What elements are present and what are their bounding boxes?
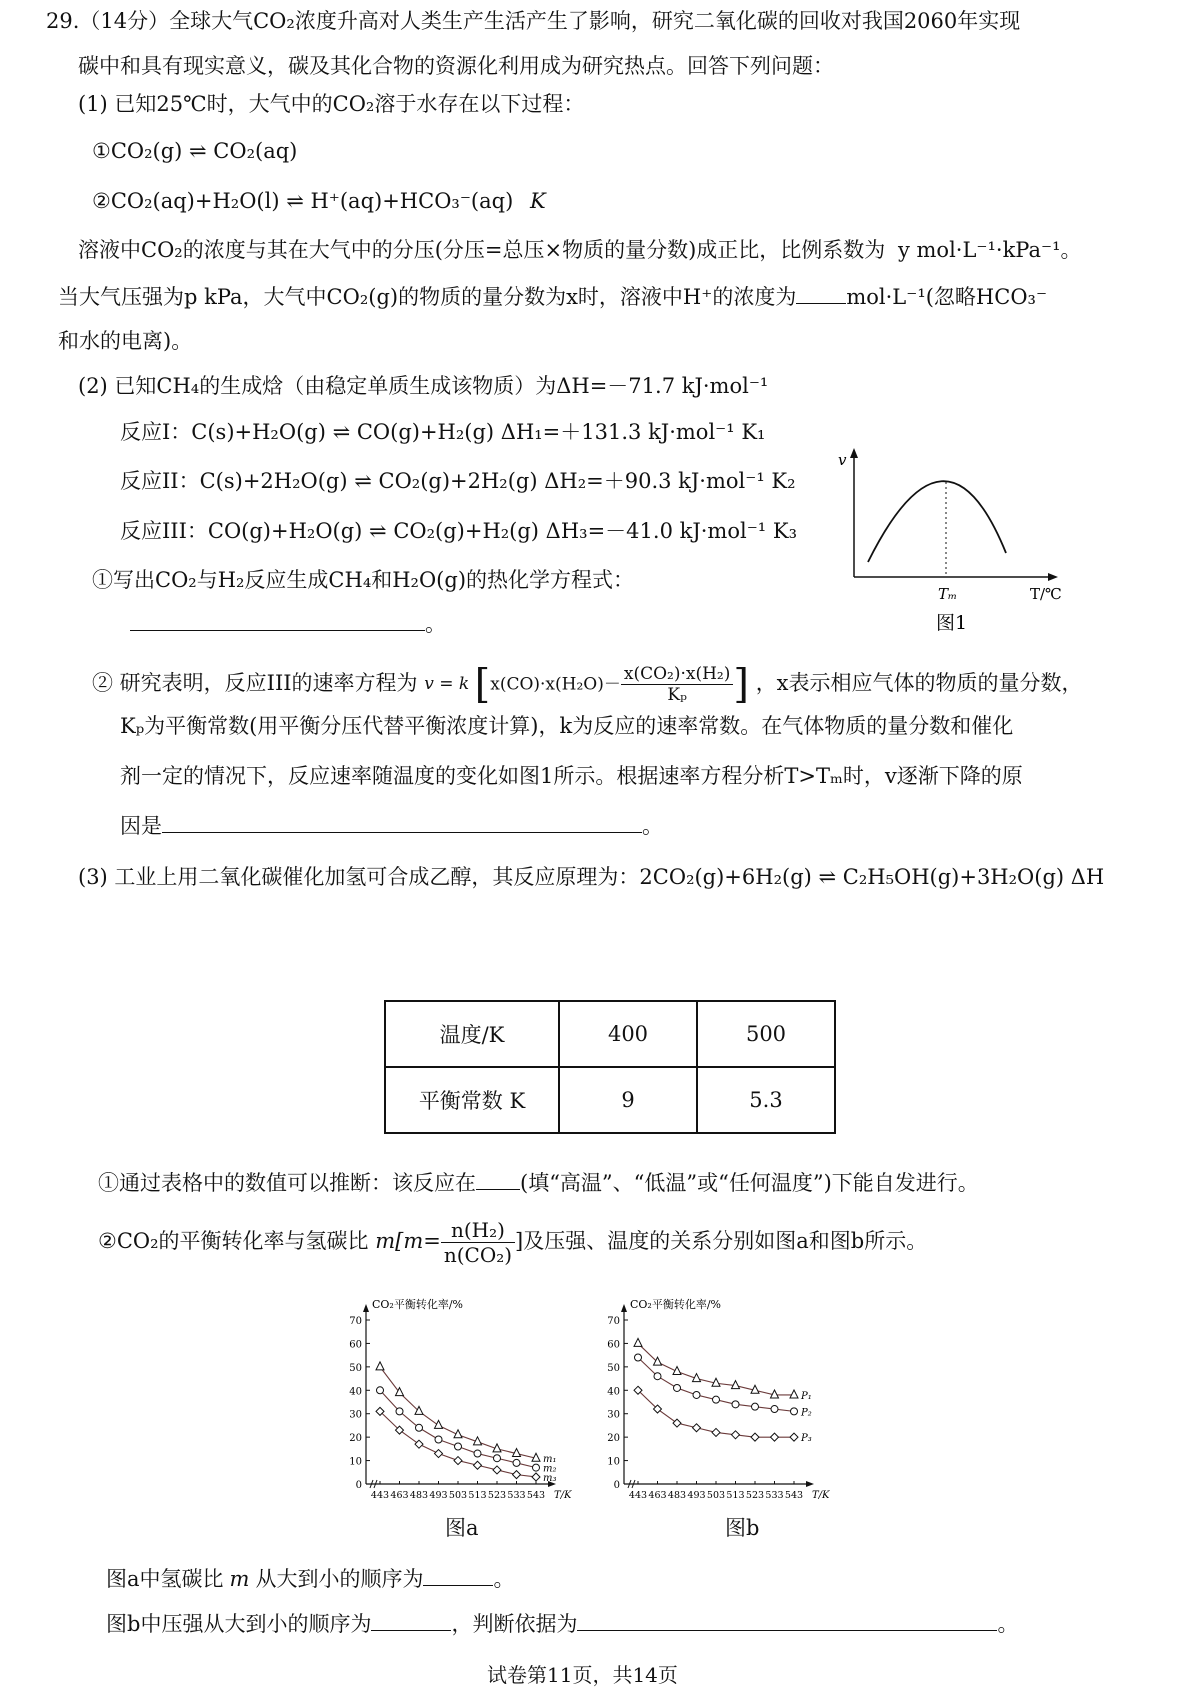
part1-text-1-body: 溶液中CO₂的浓度与其在大气中的分压(分压=总压×物质的量分数)成正比，比例系数为 xyxy=(78,238,886,262)
chart-b-y-tick-label: 50 xyxy=(607,1362,620,1374)
reaction-3: 反应III：CO(g)+H₂O(g) ⇌ CO₂(g)+H₂(g) ΔH₃=－41.0 kJ·mol⁻¹ K₃ xyxy=(120,519,797,543)
answer-blank-p-reason[interactable] xyxy=(577,1608,997,1631)
question-header-cont: 碳中和具有现实意义，碳及其化合物的资源化利用成为研究热点。回答下列问题： xyxy=(78,54,834,78)
chart-b-point xyxy=(712,1428,720,1436)
figure-1-tick-tm: Tₘ xyxy=(938,585,958,603)
part1-text-2a: 当大气压强为 xyxy=(58,285,184,309)
chart-b-y-arrow xyxy=(621,1304,627,1312)
chart-b-point xyxy=(635,1354,642,1361)
chart-b-point xyxy=(790,1433,798,1441)
chart-b-x-tick-label: 533 xyxy=(765,1490,784,1501)
reaction-2: 反应II：C(s)+2H₂O(g) ⇌ CO₂(g)+2H₂(g) ΔH₂=＋90.3 kJ·mol⁻¹ K₂ xyxy=(120,469,796,493)
chart-a-x-tick-label: 443 xyxy=(370,1490,390,1501)
table-cell: 5.3 xyxy=(697,1067,835,1133)
part2-q2a: ② 研究表明，反应III的速率方程为 xyxy=(92,671,418,695)
chart-a-y-tick-label: 50 xyxy=(349,1362,362,1374)
equation-1: ①CO₂(g) ⇌ CO₂(aq) xyxy=(92,139,298,163)
chart-b-x-label: T/K xyxy=(812,1490,830,1501)
chart-a-y-arrow xyxy=(363,1304,369,1312)
page-footer: 试卷第11页，共14页 xyxy=(487,1663,678,1687)
chart-a-x-tick-label: 533 xyxy=(507,1490,526,1501)
chart-b-point xyxy=(791,1408,798,1415)
part1-text-3: 和水的电离)。 xyxy=(58,329,193,353)
rate-den: Kₚ xyxy=(667,685,687,706)
chart-a-point xyxy=(435,1436,442,1443)
answer-blank-m-order[interactable] xyxy=(423,1563,493,1586)
chart-a-point xyxy=(435,1420,443,1428)
chart-a-point xyxy=(435,1450,443,1458)
chart-b-x-tick-label: 523 xyxy=(745,1490,765,1501)
part3-q2m: m[m= xyxy=(375,1229,441,1253)
chart-b-point xyxy=(673,1419,681,1427)
chart-a-title: CO₂平衡转化率/% xyxy=(372,1298,464,1311)
chart-b-x-tick-label: 463 xyxy=(648,1490,667,1501)
ratio-num: n(H₂) xyxy=(441,1218,515,1243)
chart-b-point xyxy=(752,1403,759,1410)
answer-blank-h-concentration[interactable] xyxy=(796,281,846,304)
chart-a-caption: 图a xyxy=(445,1516,479,1540)
table-row xyxy=(385,1001,835,1067)
chart-b-y-tick-label: 10 xyxy=(607,1456,620,1468)
part2-q2c: Kₚ为平衡常数(用平衡分压代替平衡浓度计算)，k为反应的速率常数。在气体物质的量分数和催化 xyxy=(120,714,1014,738)
chart-b-title: CO₂平衡转化率/% xyxy=(630,1298,722,1311)
chart-b-series-line-1 xyxy=(638,1343,794,1395)
chart-a-point xyxy=(415,1440,423,1448)
part1-text-1-unit: y mol·L⁻¹·kPa⁻¹。 xyxy=(897,238,1082,262)
answer-blank-spontaneous[interactable] xyxy=(476,1167,520,1190)
chart-a-point xyxy=(513,1459,520,1466)
chart-a-x-tick-label: 513 xyxy=(468,1490,487,1501)
chart-b-point xyxy=(654,1357,662,1365)
chart-a-point xyxy=(493,1466,501,1474)
chart-a-point xyxy=(513,1471,521,1479)
part3-q3 xyxy=(106,1563,514,1594)
chart-a-y-tick-label: 70 xyxy=(349,1316,362,1327)
chart-b-series-label: P₁ xyxy=(801,1390,812,1402)
chart-b-x-tick-label: 543 xyxy=(784,1490,804,1501)
chart-b-point xyxy=(732,1381,740,1389)
reaction-1: 反应I：C(s)+H₂O(g) ⇌ CO(g)+H₂(g) ΔH₁=＋131.3 kJ·mol⁻¹ K₁ xyxy=(120,420,766,444)
part1-text-2c: x时，溶液中H⁺的浓度为 xyxy=(566,285,797,309)
part1-text-2d: mol·L⁻¹(忽略HCO₃⁻ xyxy=(846,285,1048,309)
chart-b-y-tick-label: 20 xyxy=(607,1433,620,1445)
answer-blank-rate-reason[interactable] xyxy=(162,810,642,833)
part3-q2 xyxy=(98,1212,927,1270)
chart-a-x-tick-label: 503 xyxy=(448,1490,468,1501)
chart-a-x-tick-label: 543 xyxy=(526,1490,546,1501)
rate-inner: x(CO)·x(H₂O)－ xyxy=(490,674,621,695)
chart-a-series-label: m₃ xyxy=(543,1472,557,1484)
equation-2-k: K xyxy=(529,189,546,213)
chart-b-point xyxy=(634,1338,642,1346)
part3-q4b: ，判断依据为 xyxy=(451,1612,578,1636)
chart-b-y-tick-label: 60 xyxy=(607,1339,620,1351)
part2-q2d: 剂一定的情况下，反应速率随温度的变化如图1所示。根据速率方程分析T>Tₘ时，v逐渐下降的原 xyxy=(120,764,1023,788)
chart-a-series-label: m₂ xyxy=(543,1463,557,1475)
part3-q4end: 。 xyxy=(997,1612,1019,1636)
chart-b-x-tick-label: 513 xyxy=(726,1490,745,1501)
chart-b-y-tick-label: 30 xyxy=(607,1409,620,1421)
chart-b-x-tick-label: 503 xyxy=(706,1490,726,1501)
table-cell: 温度/K xyxy=(385,1001,559,1067)
equilibrium-table xyxy=(384,1000,836,1134)
chart-b-point xyxy=(693,1424,701,1432)
chart-a-point xyxy=(474,1450,481,1457)
chart-b-series-label: P₃ xyxy=(801,1433,812,1445)
part3-q3b: 从大到小的顺序为 xyxy=(255,1567,424,1591)
question-header: 29.（14分）全球大气CO₂浓度升高对人类生产生活产生了影响，研究二氧化碳的回收对我国2060年实现 xyxy=(46,9,1021,33)
rate-num: x(CO₂)·x(H₂) xyxy=(621,664,734,685)
chart-a-point xyxy=(454,1457,462,1465)
equation-2-body: ②CO₂(aq)+H₂O(l) ⇌ H⁺(aq)+HCO₃⁻(aq) xyxy=(92,189,514,213)
part1-text-2b: p kPa，大气中CO₂(g)的物质的量分数为 xyxy=(184,285,567,309)
rate-fraction xyxy=(621,664,734,705)
chart-b-point xyxy=(751,1433,759,1441)
chart-a-y-tick-label: 60 xyxy=(349,1339,362,1351)
part2-intro: (2) 已知CH₄的生成焓（由稳定单质生成该物质）为ΔH=－71.7 kJ·mol⁻¹ xyxy=(78,374,769,398)
chart-a-x-tick-label: 483 xyxy=(409,1490,429,1501)
chart-a-y-tick-label: 10 xyxy=(349,1456,362,1468)
figure-1-caption: 图1 xyxy=(936,612,968,634)
chart-b-point xyxy=(790,1390,798,1398)
chart-a-point xyxy=(396,1408,403,1415)
part2-q2-line1 xyxy=(92,660,1083,706)
chart-a-point xyxy=(532,1473,540,1481)
part3-q1a: ①通过表格中的数值可以推断：该反应在 xyxy=(98,1171,476,1195)
chart-a-x-tick-label: 523 xyxy=(487,1490,507,1501)
part3-q2a: ②CO₂的平衡转化率与氢碳比 xyxy=(98,1229,369,1253)
chart-a-point xyxy=(376,1362,384,1370)
part2-q2e xyxy=(120,810,663,841)
chart-b-point xyxy=(693,1391,700,1398)
table-cell: 400 xyxy=(559,1001,697,1067)
part3-q1 xyxy=(98,1167,979,1198)
equation-2 xyxy=(92,186,546,216)
chart-a xyxy=(340,1292,600,1512)
chart-a-y-tick-label: 40 xyxy=(349,1386,362,1398)
chart-a-point xyxy=(455,1443,462,1450)
chart-a-y-tick-label: 20 xyxy=(349,1433,362,1445)
part1-text-1 xyxy=(78,235,1082,265)
part3-intro: (3) 工业上用二氧化碳催化加氢可合成乙醇，其反应原理为：2CO₂(g)+6H₂(g) ⇌ C₂H₅OH(g)+3H₂O(g) ΔH xyxy=(78,865,1105,889)
chart-a-x-tick-label: 463 xyxy=(390,1490,409,1501)
chart-b-y-tick-label: 70 xyxy=(607,1316,620,1327)
part3-q3m: m xyxy=(229,1567,250,1591)
chart-a-point xyxy=(494,1455,501,1462)
part2-q1-answer xyxy=(130,608,446,639)
chart-b-point xyxy=(732,1431,740,1439)
chart-a-point xyxy=(377,1387,384,1394)
rate-lhs: v = k xyxy=(424,674,470,695)
chart-b-y-tick-label: 0 xyxy=(613,1480,620,1491)
part3-q3a: 图a中氢碳比 xyxy=(106,1567,224,1591)
chart-a-point xyxy=(474,1461,482,1469)
figure-1 xyxy=(830,445,1070,635)
chart-a-x-tick-label: 493 xyxy=(429,1490,448,1501)
part2-q2e-end: 。 xyxy=(642,814,663,838)
chart-b-point xyxy=(674,1384,681,1391)
chart-b-x-tick-label: 443 xyxy=(628,1490,648,1501)
table-cell: 9 xyxy=(559,1067,697,1133)
chart-b-point xyxy=(713,1396,720,1403)
chart-b-caption: 图b xyxy=(725,1516,760,1540)
part2-q1: ①写出CO₂与H₂反应生成CH₄和H₂O(g)的热化学方程式： xyxy=(92,568,635,592)
chart-b-y-tick-label: 40 xyxy=(607,1386,620,1398)
part3-q4 xyxy=(106,1608,1018,1639)
chart-a-point xyxy=(416,1424,423,1431)
chart-a-series-label: m₁ xyxy=(543,1454,557,1466)
part3-q3end: 。 xyxy=(493,1567,515,1591)
chart-b xyxy=(598,1292,858,1512)
table-row xyxy=(385,1067,835,1133)
part3-q1b: (填“高温”、“低温”或“任何温度”)下能自发进行。 xyxy=(520,1171,979,1195)
rate-equation: v = k [x(CO)·x(H₂O)－ $\frac{\text{x(CO₂)·x(H₂)}}{\text{Kₚ}}$ ] xyxy=(424,661,749,708)
chart-b-x-arrow xyxy=(806,1481,814,1487)
part3-q2b: ]及压强、温度的关系分别如图a和图b所示。 xyxy=(515,1229,928,1253)
table-cell: 500 xyxy=(697,1001,835,1067)
chart-a-y-tick-label: 30 xyxy=(349,1409,362,1421)
answer-blank-p-order[interactable] xyxy=(371,1608,451,1631)
chart-b-x-tick-label: 483 xyxy=(667,1490,687,1501)
hydrogen-carbon-ratio xyxy=(441,1218,515,1267)
part2-q2b: ，x表示相应气体的物质的量分数， xyxy=(755,671,1083,695)
part1-intro: (1) 已知25℃时，大气中的CO₂溶于水存在以下过程： xyxy=(78,92,585,116)
part2-q2e-label: 因是 xyxy=(120,814,162,838)
chart-b-x-tick-label: 493 xyxy=(687,1490,706,1501)
chart-a-y-tick-label: 0 xyxy=(355,1480,362,1491)
part3-q4a: 图b中压强从大到小的顺序为 xyxy=(106,1612,372,1636)
part2-q1-end: 。 xyxy=(425,612,446,636)
chart-a-point xyxy=(533,1464,540,1471)
chart-b-point xyxy=(732,1401,739,1408)
ratio-den: n(CO₂) xyxy=(443,1243,513,1267)
chart-b-series-label: P₂ xyxy=(801,1407,812,1419)
table-cell: 平衡常数 K xyxy=(385,1067,559,1133)
chart-a-x-label: T/K xyxy=(554,1490,572,1501)
figure-1-ylabel: v xyxy=(838,451,847,469)
figure-1-xlabel: T/℃ xyxy=(1030,585,1062,603)
answer-blank-thermo-equation[interactable] xyxy=(130,608,425,631)
chart-b-point xyxy=(654,1373,661,1380)
part1-text-2 xyxy=(58,281,1047,312)
chart-b-point xyxy=(771,1433,779,1441)
chart-b-point xyxy=(771,1406,778,1413)
chart-a-point xyxy=(415,1406,423,1414)
